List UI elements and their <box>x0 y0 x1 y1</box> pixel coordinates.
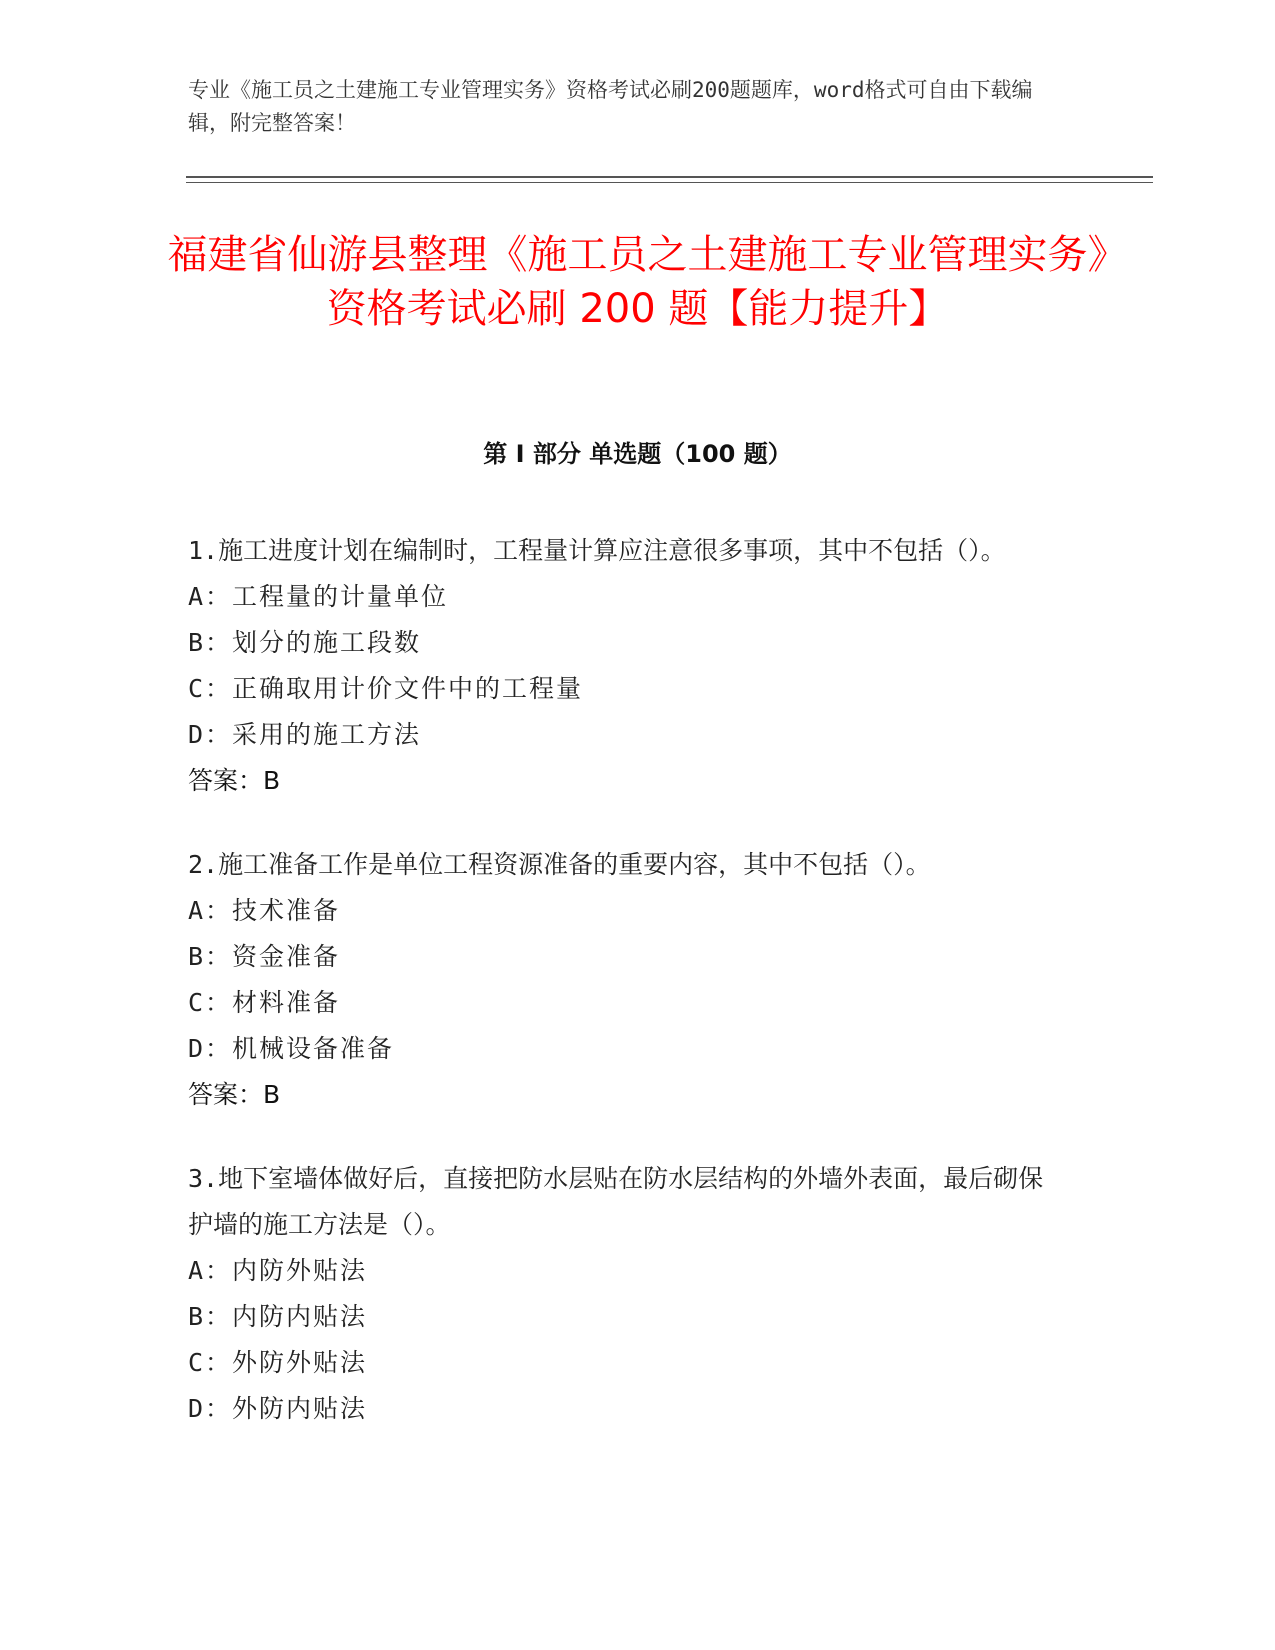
answer: 答案：B <box>188 766 281 795</box>
option-d: D：外防内贴法 <box>188 1394 368 1423</box>
document-title: 福建省仙游县整理《施工员之土建施工专业管理实务》资格考试必刷 200 题【能力提升】 <box>167 232 1108 332</box>
header-divider-thin <box>186 182 1153 183</box>
option-b: B：内防内贴法 <box>188 1302 368 1331</box>
option-d: D：机械设备准备 <box>188 1034 395 1063</box>
option-a: A：内防外贴法 <box>188 1256 368 1285</box>
header-divider-thick <box>186 176 1153 178</box>
question-3 <box>188 1156 1068 1432</box>
option-a: A：工程量的计量单位 <box>188 582 449 611</box>
option-a: A：技术准备 <box>188 896 341 925</box>
section-heading: 第 I 部分 单选题（100 题） <box>483 440 792 468</box>
option-c: C：正确取用计价文件中的工程量 <box>188 674 584 703</box>
answer: 答案：B <box>188 1080 281 1109</box>
option-b: B：资金准备 <box>188 942 341 971</box>
option-c: C：外防外贴法 <box>188 1348 368 1377</box>
option-b: B：划分的施工段数 <box>188 628 422 657</box>
question-stem: 2.施工准备工作是单位工程资源准备的重要内容，其中不包括（）。 <box>188 850 931 879</box>
header-note: 专业《施工员之土建施工专业管理实务》资格考试必刷200题题库，word格式可自由下载编辑，附完整答案！ <box>188 78 1033 135</box>
option-d: D：采用的施工方法 <box>188 720 422 749</box>
question-2 <box>188 842 1068 1118</box>
question-stem: 1.施工进度计划在编制时，工程量计算应注意很多事项，其中不包括（）。 <box>188 536 1006 565</box>
option-c: C：材料准备 <box>188 988 341 1017</box>
question-list <box>188 528 1068 1470</box>
question-1 <box>188 528 1068 804</box>
question-stem: 3.地下室墙体做好后，直接把防水层贴在防水层结构的外墙外表面，最后砌保护墙的施工方法是（）。 <box>188 1164 1044 1239</box>
